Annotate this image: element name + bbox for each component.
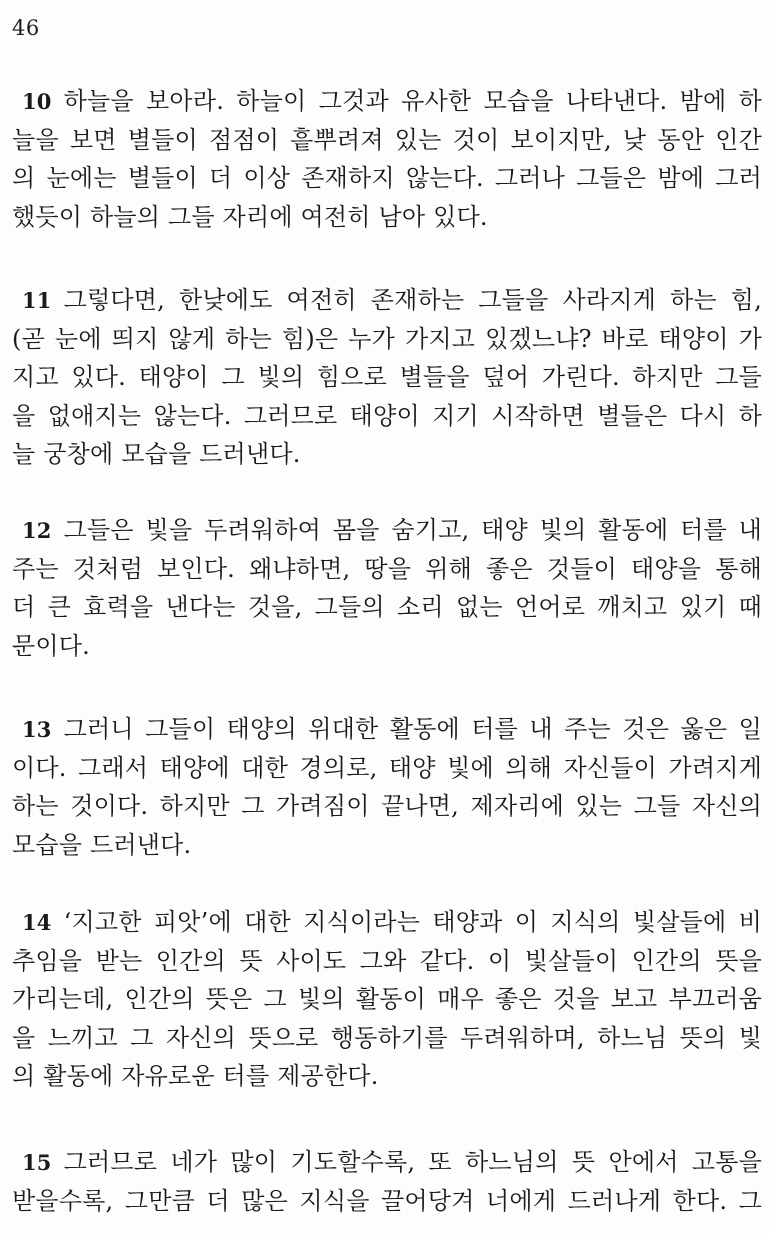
paragraph-15: [12, 1143, 762, 1220]
paragraph-line: 의 활동에 자유로운 터를 제공한다.: [12, 1062, 379, 1090]
page-number: 46: [12, 16, 40, 40]
paragraph-line: 13 그러니 그들이 태양의 위대한 활동에 터를 내 주는 것은 옳은 일: [12, 710, 762, 749]
paragraph-line: 모습을 드러낸다.: [12, 830, 192, 859]
paragraph-line: 15 그러므로 네가 많이 기도할수록, 또 하느님의 뜻 안에서 고통을: [12, 1143, 762, 1182]
paragraph-line: 더 큰 효력을 낸다는 것을, 그들의 소리 없는 언어로 깨치고 있기 때: [12, 593, 762, 621]
paragraph-line: 이다. 그래서 태양에 대한 경의로, 태양 빛에 의해 자신들이 가려지게: [12, 753, 762, 782]
paragraph-line: 10 하늘을 보아라. 하늘이 그것과 유사한 모습을 나타낸다. 밤에 하: [12, 82, 762, 121]
paragraph-12: [12, 511, 762, 665]
paragraph-line: 을 없애지는 않는다. 그러므로 태양이 지기 시작하면 별들은 다시 하: [12, 401, 762, 430]
paragraph-13: [12, 710, 762, 864]
paragraph-10: [12, 82, 762, 236]
paragraph-line: 추임을 받는 인간의 뜻 사이도 그와 같다. 이 빛살들이 인간의 뜻을: [12, 946, 762, 975]
paragraph-line: 주는 것처럼 보인다. 왜냐하면, 땅을 위해 좋은 것들이 태양을 통해: [12, 554, 762, 583]
paragraph-line: 했듯이 하늘의 그들 자리에 여전히 남아 있다.: [12, 202, 488, 231]
paragraph-number: 15: [22, 1150, 52, 1175]
paragraph-11: [12, 281, 762, 474]
paragraph-line: (곧 눈에 띄지 않게 하는 힘)은 누가 가지고 있겠느냐? 바로 태양이 가: [12, 324, 762, 353]
paragraph-number: 13: [22, 717, 52, 742]
paragraph-number: 11: [22, 288, 52, 313]
paragraph-line: 14 ‘지고한 피앗’에 대한 지식이라는 태양과 이 지식의 빛살들에 비: [12, 903, 762, 942]
paragraph-line: 의 눈에는 별들이 더 이상 존재하지 않는다. 그러나 그들은 밤에 그러: [12, 164, 762, 192]
paragraph-number: 14: [22, 910, 52, 935]
paragraph-line: 11 그렇다면, 한낮에도 여전히 존재하는 그들을 사라지게 하는 힘,: [12, 281, 762, 320]
paragraph-line: 가리는데, 인간의 뜻은 그 빛의 활동이 매우 좋은 것을 보고 부끄러움: [12, 985, 762, 1013]
paragraph-line: 받을수록, 그만큼 더 많은 지식을 끌어당겨 너에게 드러나게 한다. 그: [12, 1186, 762, 1215]
paragraph-number: 12: [22, 518, 52, 543]
paragraph-14: [12, 903, 762, 1096]
paragraph-line: 문이다.: [12, 631, 90, 660]
paragraph-line: 을 느끼고 그 자신의 뜻으로 행동하기를 두려워하며, 하느님 뜻의 빛: [12, 1023, 762, 1052]
paragraph-line: 지고 있다. 태양이 그 빛의 힘으로 별들을 덮어 가린다. 하지만 그들: [12, 363, 762, 391]
paragraph-line: 늘 궁창에 모습을 드러낸다.: [12, 440, 301, 468]
paragraph-line: 하는 것이다. 하지만 그 가려짐이 끝나면, 제자리에 있는 그들 자신의: [12, 792, 762, 820]
paragraph-line: 늘을 보면 별들이 점점이 흩뿌려져 있는 것이 보이지만, 낮 동안 인간: [12, 125, 762, 154]
paragraph-number: 10: [22, 89, 52, 114]
paragraph-line: 12 그들은 빛을 두려워하여 몸을 숨기고, 태양 빛의 활동에 터를 내: [12, 511, 762, 550]
